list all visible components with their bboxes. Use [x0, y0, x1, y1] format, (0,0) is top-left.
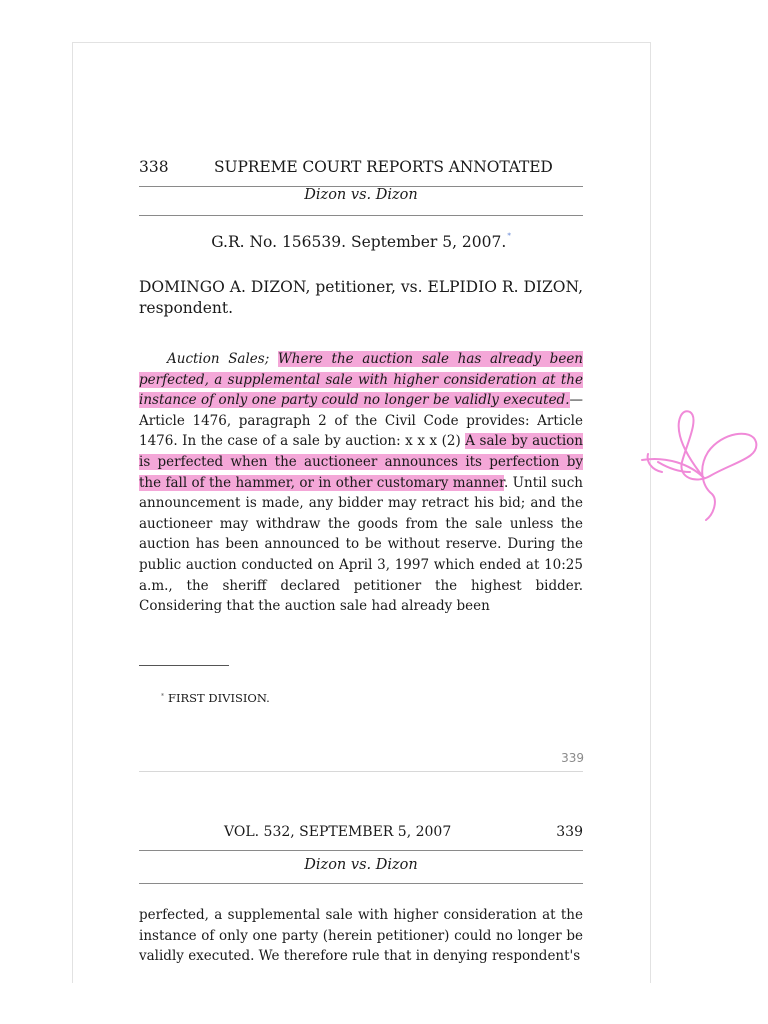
highlight-headnote[interactable]: Where the auction sale has already been perfected, a supplemental sale with higher consideration at the instance of only one party could no longer be validly executed.	[139, 351, 583, 409]
caption-rule	[139, 215, 583, 216]
footnote-text: FIRST DIVISION.	[168, 691, 270, 705]
highlight-rule[interactable]: A sale by auction is perfected when the auctioneer announces its perfection by the fall of the hammer, or in other customary manner	[139, 433, 583, 491]
case-caption: Dizon vs. Dizon	[304, 187, 418, 203]
body-text-2: perfected, a supplemental sale with higher consideration at the instance of only one party (herein petitioner) could no longer be validly executed. We therefore rule that in denying respondent's	[139, 907, 583, 965]
header-rule-2	[139, 850, 583, 851]
caption-rule-2	[139, 883, 583, 884]
running-title-2: VOL. 532, SEPTEMBER 5, 2007	[224, 824, 452, 840]
page-number: 338	[139, 158, 169, 176]
document-page	[72, 42, 651, 983]
gr-number	[139, 232, 583, 251]
syllabus-text-cont: . Until such announcement is made, any bidder may retract his bid; and the auctioneer may withdraw the goods from the sale unless the auction has been announced to be without reserve. During the public auction conducted on April 3, 1997 which ended at 10:25 a.m., the sheriff declared petitioner the highest bidder. Considering that the auction sale had already been	[139, 474, 583, 615]
footnote-ref[interactable]: *	[507, 232, 511, 240]
page-number-2: 339	[556, 824, 583, 840]
footnote	[161, 691, 270, 705]
page-marker: 339	[561, 751, 584, 765]
pen-annotation-icon[interactable]	[638, 402, 768, 527]
page-break-rule	[139, 771, 583, 772]
syllabus-text: —Article 1476, paragraph 2 of the Civil Code provides: Article 1476. In the case of a sale by auction: x x x (2)	[139, 392, 583, 450]
syllabus-paragraph	[139, 349, 583, 617]
footnote-mark: *	[161, 693, 164, 700]
body-paragraph-2	[139, 905, 583, 967]
footnote-rule	[139, 665, 229, 666]
parties: DOMINGO A. DIZON, petitioner, vs. ELPIDIO R. DIZON, respondent.	[139, 278, 583, 317]
syllabus-topic: Auction Sales;	[167, 351, 270, 367]
running-title: SUPREME COURT REPORTS ANNOTATED	[214, 158, 553, 176]
gr-line: G.R. No. 156539. September 5, 2007.	[211, 233, 507, 251]
case-caption-2: Dizon vs. Dizon	[304, 857, 418, 873]
